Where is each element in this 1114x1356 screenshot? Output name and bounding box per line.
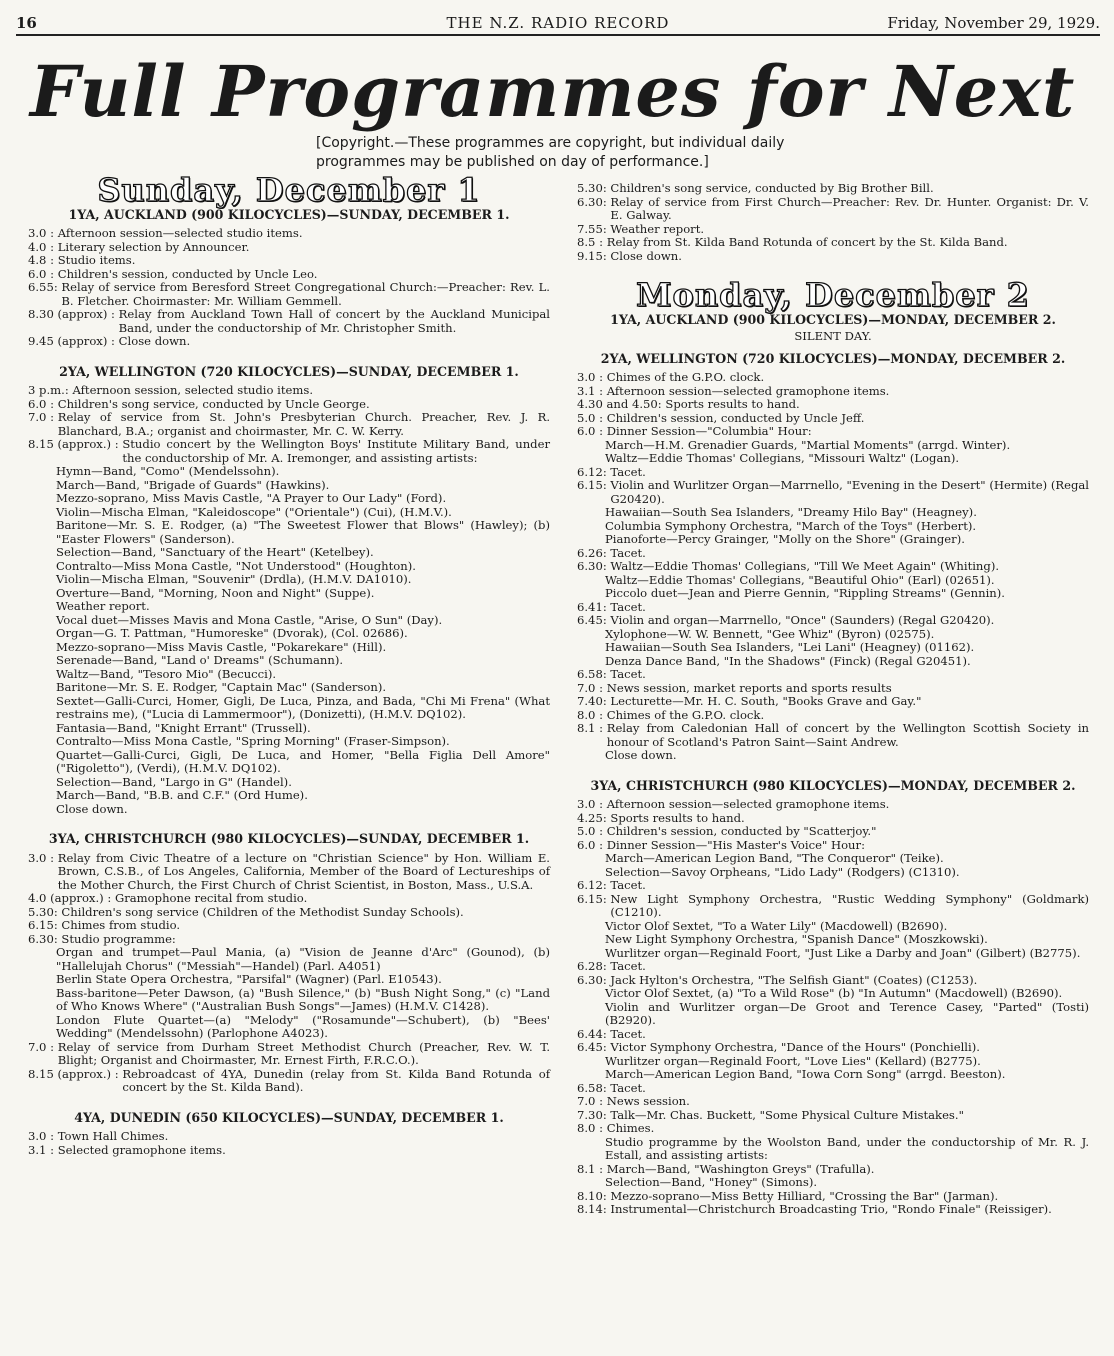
entry-text: Studio concert by the Wellington Boys' Institute Military Band, under the conductorship of Mr. A. Iremonger, and assisting artists: bbox=[122, 437, 550, 465]
programme-entry bbox=[577, 520, 1089, 534]
entry-time: 4.25: bbox=[577, 810, 611, 825]
programme-entry bbox=[28, 722, 550, 736]
entry-text: Violin—Mischa Elman, "Souvenir" (Drdla), (H.M.V. DA1010). bbox=[56, 572, 412, 586]
programme-entry bbox=[577, 506, 1089, 520]
programme-entry bbox=[577, 987, 1089, 1001]
entry-text: London Flute Quartet—(a) "Melody" ("Rosamunde"—Schubert), (b) "Bees' Wedding" (Mendelssohn) (Parlophone A4023). bbox=[56, 1012, 550, 1040]
station-programme bbox=[28, 852, 550, 1095]
entry-text: Xylophone—W. W. Bennett, "Gee Whiz" (Byron) (02575). bbox=[605, 626, 935, 641]
entry-text: New Light Symphony Orchestra, "Spanish Dance" (Moszkowski). bbox=[605, 932, 988, 946]
programme-entry bbox=[577, 601, 1089, 615]
entry-text: Waltz—Eddie Thomas' Collegians, "Till We Meet Again" (Whiting). bbox=[610, 559, 1000, 573]
programme-entry bbox=[28, 384, 550, 398]
entry-time: 8.0 : bbox=[577, 707, 607, 722]
entry-text: Mezzo-soprano, Miss Mavis Castle, "A Prayer to Our Lady" (Ford). bbox=[56, 491, 447, 505]
entry-text: Selection—Band, "Largo in G" (Handel). bbox=[56, 774, 292, 789]
entry-text: Denza Dance Band, "In the Shadows" (Finck) (Regal G20451). bbox=[605, 653, 971, 668]
entry-text: Town Hall Chimes. bbox=[57, 1129, 169, 1143]
entry-text: March—Band, "B.B. and C.F." (Ord Hume). bbox=[56, 788, 308, 802]
station-programme bbox=[28, 227, 550, 349]
entry-text: March—American Legion Band, "Iowa Corn Song" (arrgd. Beeston). bbox=[605, 1067, 1006, 1081]
programme-entry bbox=[28, 254, 550, 268]
entry-text: Violin and Wurlitzer organ—De Groot and Terence Casey, "Parted" (Tosti) (B2920). bbox=[605, 999, 1089, 1027]
entry-time: 6.15: bbox=[577, 478, 611, 492]
entry-text: Relay of service from First Church—Preacher: Rev. Dr. Hunter. Organist: Dr. V. E. Galway. bbox=[610, 194, 1089, 222]
programme-entry bbox=[28, 546, 550, 560]
programme-entry bbox=[28, 1041, 550, 1068]
entry-text: Serenade—Band, "Land o' Dreams" (Schumann). bbox=[56, 653, 344, 667]
programme-entry bbox=[577, 1001, 1089, 1028]
entry-text: Wurlitzer organ—Reginald Foort, "Love Lies" (Kellard) (B2775). bbox=[605, 1053, 981, 1068]
entry-text: Hawaiian—South Sea Islanders, "Dreamy Hilo Bay" (Heagney). bbox=[605, 505, 977, 519]
programme-entry bbox=[28, 268, 550, 282]
entry-text: Chimes from studio. bbox=[61, 918, 181, 932]
station-heading: 3YA, CHRISTCHURCH (980 KILOCYCLES)—SUNDAY, DECEMBER 1. bbox=[48, 831, 530, 846]
programme-entry bbox=[28, 987, 550, 1014]
programme-entry bbox=[28, 600, 550, 614]
entry-text: Relay of service from Beresford Street Congregational Church:—Preacher: Rev. L. B. Fletcher. Choirmaster: Mr. William Gemmell. bbox=[61, 280, 550, 308]
programme-entry bbox=[28, 1130, 550, 1144]
programme-entry bbox=[577, 893, 1089, 920]
entry-text: Rebroadcast of 4YA, Dunedin (relay from St. Kilda Band Rotunda of concert by the St. Kilda Band). bbox=[122, 1066, 550, 1094]
left-sections bbox=[28, 208, 550, 1166]
programme-entry bbox=[577, 587, 1089, 601]
entry-time: 5.30: bbox=[577, 181, 611, 195]
entry-time: 8.5 : bbox=[577, 235, 607, 249]
entry-text: Sports results to hand. bbox=[665, 397, 800, 411]
programme-entry bbox=[577, 825, 1089, 839]
entry-text: Fantasia—Band, "Knight Errant" (Trussell). bbox=[56, 720, 311, 735]
entry-text: Dinner Session—"His Master's Voice" Hour: bbox=[606, 837, 865, 852]
programme-entry bbox=[577, 960, 1089, 974]
entry-text: Quartet—Galli-Curci, Gigli, De Luca, and Homer, "Bella Figlia Dell Amore" ("Rigoletto"), (Verdi), (H.M.V. DQ102). bbox=[56, 747, 550, 775]
entry-text: Selection—Band, "Sanctuary of the Heart" (Ketelbey). bbox=[56, 545, 374, 559]
entry-text: Weather report. bbox=[610, 221, 705, 236]
entry-time: 8.1 : bbox=[577, 1161, 607, 1176]
programme-entry bbox=[28, 281, 550, 308]
programme-entry bbox=[577, 655, 1089, 669]
programme-entry bbox=[28, 654, 550, 668]
programme-entry bbox=[577, 920, 1089, 934]
entry-text: Tacet. bbox=[610, 878, 646, 892]
programme-entry bbox=[577, 1109, 1089, 1123]
entry-text: Waltz—Eddie Thomas' Collegians, "Missouri Waltz" (Logan). bbox=[605, 451, 960, 465]
entry-time: 7.0 : bbox=[577, 1094, 607, 1108]
entry-text: Children's session, conducted by "Scatterjoy." bbox=[606, 824, 877, 838]
entry-time: 7.0 : bbox=[577, 680, 607, 695]
continued-programme bbox=[577, 182, 1089, 263]
entry-time: 3.0 : bbox=[577, 797, 607, 811]
entry-text: Close down. bbox=[118, 334, 191, 348]
programme-entry bbox=[28, 749, 550, 776]
entry-text: Jack Hylton's Orchestra, "The Selfish Giant" (Coates) (C1253). bbox=[610, 972, 978, 987]
entry-time: 6.0 : bbox=[577, 424, 607, 438]
entry-time: 3.1 : bbox=[28, 1142, 58, 1157]
entry-time: 7.30: bbox=[577, 1107, 611, 1122]
programme-entry bbox=[28, 933, 550, 947]
entry-text: News session. bbox=[606, 1094, 690, 1108]
entry-time: 4.30 and 4.50: bbox=[577, 397, 666, 411]
entry-text: Afternoon session—selected gramophone items. bbox=[606, 797, 890, 811]
entry-time: 6.58: bbox=[577, 667, 611, 681]
programme-entry bbox=[28, 398, 550, 412]
entry-time: 5.30: bbox=[28, 904, 62, 919]
entry-text: Lecturette—Mr. H. C. South, "Books Grave and Gay." bbox=[610, 694, 922, 708]
entry-text: Children's song service (Children of the Methodist Sunday Schools). bbox=[61, 904, 464, 919]
programme-entry bbox=[577, 1055, 1089, 1069]
entry-text: Sextet—Galli-Curci, Homer, Gigli, De Luca, Pinza, and Bada, "Chi Mi Frena" (What restrains me), ("Lucia di Lammermoor"), (Donizetti), (H.M.V. DQ102). bbox=[56, 693, 550, 721]
entry-text: Hymn—Band, "Como" (Mendelssohn). bbox=[56, 464, 280, 478]
programme-entry bbox=[577, 879, 1089, 893]
entry-time: 9.45 (approx) : bbox=[28, 334, 119, 348]
entry-text: Tacet. bbox=[610, 1026, 646, 1041]
day-heading-monday: Monday, December 2 bbox=[636, 276, 1030, 314]
entry-text: March—Band, "Brigade of Guards" (Hawkins). bbox=[56, 477, 330, 492]
entry-text: Selected gramophone items. bbox=[57, 1142, 226, 1157]
entry-time: 8.15 (approx.) : bbox=[28, 1066, 123, 1081]
entry-text: Relay from Caledonian Hall of concert by the Wellington Scottish Society in honour of Scotland's Patron Saint—Saint Andrew. bbox=[606, 721, 1089, 749]
programme-entry bbox=[577, 641, 1089, 655]
entry-text: Baritone—Mr. S. E. Rodger, (a) "The Sweetest Flower that Blows" (Hawley); (b) "Easter Flowers" (Sanderson). bbox=[56, 518, 550, 546]
programme-entry bbox=[577, 933, 1089, 947]
programme-entry bbox=[577, 196, 1089, 223]
page-header bbox=[16, 10, 1100, 36]
entry-time: 6.12: bbox=[577, 464, 611, 479]
entry-time: 6.0 : bbox=[28, 266, 58, 281]
entry-text: Children's song service, conducted by Big Brother Bill. bbox=[610, 181, 934, 195]
programme-entry bbox=[28, 735, 550, 749]
programme-entry bbox=[577, 1028, 1089, 1042]
entry-text: Relay from Civic Theatre of a lecture on "Christian Science" by Hon. William E. Brown, C.S.B., of Los Angeles, California, Member of the Board of Lectureships of the Mother Church, the First Church of Christ Scientist, in Boston, Mass., U.S.A. bbox=[57, 850, 550, 892]
entry-time: 7.55: bbox=[577, 221, 611, 236]
entry-text: Mezzo-soprano—Miss Mavis Castle, "Pokarekare" (Hill). bbox=[56, 639, 387, 654]
entry-text: Chimes of the G.P.O. clock. bbox=[606, 707, 765, 722]
programme-entry bbox=[28, 789, 550, 803]
programme-entry bbox=[28, 668, 550, 682]
entry-text: Chimes of the G.P.O. clock. bbox=[606, 370, 765, 384]
programme-entry bbox=[577, 1136, 1089, 1163]
programme-entry bbox=[577, 385, 1089, 399]
entry-text: Violin and Wurlitzer Organ—Marrnello, "Evening in the Desert" (Hermite) (Regal G20420). bbox=[610, 478, 1089, 506]
station-heading: 1YA, AUCKLAND (900 KILOCYCLES)—SUNDAY, DECEMBER 1. bbox=[68, 206, 510, 222]
programme-entry bbox=[577, 668, 1089, 682]
entry-time: 6.30: bbox=[28, 931, 62, 946]
entry-text: Talk—Mr. Chas. Buckett, "Some Physical Culture Mistakes." bbox=[610, 1107, 964, 1122]
entry-text: Baritone—Mr. S. E. Rodger, "Captain Mac" (Sanderson). bbox=[56, 680, 387, 694]
entry-text: Afternoon session—selected studio items. bbox=[57, 226, 303, 240]
programme-entry bbox=[28, 519, 550, 546]
entry-time: 6.12: bbox=[577, 878, 611, 892]
entry-time: 6.55: bbox=[28, 280, 62, 294]
entry-time: 3.0 : bbox=[577, 370, 607, 384]
programme-entry bbox=[28, 803, 550, 817]
programme-entry bbox=[577, 852, 1089, 866]
entry-text: Piccolo duet—Jean and Pierre Gennin, "Rippling Streams" (Gennin). bbox=[605, 586, 1005, 600]
entry-text: Organ and trumpet—Paul Mania, (a) "Vision de Jeanne d'Arc" (Gounod), (b) "Hallelujah Chorus" ("Messiah"—Handel) (Parl. A4051) bbox=[56, 945, 550, 973]
programme-entry bbox=[28, 479, 550, 493]
entry-text: Organ—G. T. Pattman, "Humoreske" (Dvorak), (Col. 02686). bbox=[56, 626, 408, 640]
programme-entry bbox=[577, 250, 1089, 264]
programme-entry bbox=[577, 695, 1089, 709]
programme-entry bbox=[28, 852, 550, 893]
programme-entry bbox=[577, 628, 1089, 642]
entry-text: Victor Olof Sextet, (a) "To a Wild Rose" (b) "In Autumn" (Macdowell) (B2690). bbox=[605, 986, 1063, 1000]
entry-text: Children's session, conducted by Uncle Jeff. bbox=[606, 410, 865, 425]
programme-entry bbox=[577, 1068, 1089, 1082]
entry-text: Tacet. bbox=[610, 599, 646, 614]
programme-entry bbox=[577, 574, 1089, 588]
entry-time: 6.0 : bbox=[577, 837, 607, 852]
entry-text: March—H.M. Grenadier Guards, "Martial Moments" (arrgd. Winter). bbox=[605, 437, 1011, 452]
entry-text: Waltz—Eddie Thomas' Collegians, "Beautiful Ohio" (Earl) (02651). bbox=[605, 572, 995, 587]
entry-text: Vocal duet—Misses Mavis and Mona Castle, "Arise, O Sun" (Day). bbox=[56, 612, 443, 627]
entry-text: Chimes. bbox=[606, 1121, 655, 1135]
entry-time: 5.0 : bbox=[577, 824, 607, 838]
entry-text: Close down. bbox=[610, 248, 682, 263]
entry-text: Columbia Symphony Orchestra, "March of the Toys" (Herbert). bbox=[605, 518, 977, 533]
programme-entry bbox=[577, 709, 1089, 723]
right-sections bbox=[577, 352, 1089, 1225]
right-column bbox=[577, 182, 1089, 1225]
programme-entry bbox=[28, 506, 550, 520]
programme-entry bbox=[577, 439, 1089, 453]
programme-entry bbox=[577, 1176, 1089, 1190]
entry-text: Bass-baritone—Peter Dawson, (a) "Bush Silence," (b) "Bush Night Song," (c) "Land of Who Knows Where" ("Australian Bush Songs"—James) (H.M.V. C1428). bbox=[56, 985, 550, 1013]
entry-time: 3.0 : bbox=[28, 226, 58, 240]
entry-time: 3.0 : bbox=[28, 850, 58, 865]
programme-entry bbox=[577, 466, 1089, 480]
entry-time: 4.0 (approx.) : bbox=[28, 891, 115, 905]
entry-time: 6.41: bbox=[577, 599, 611, 614]
entry-text: Gramophone recital from studio. bbox=[114, 891, 308, 905]
station-programme bbox=[577, 371, 1089, 763]
programme-entry bbox=[28, 573, 550, 587]
entry-text: Tacet. bbox=[610, 959, 646, 973]
programme-entry bbox=[28, 919, 550, 933]
programme-entry bbox=[577, 1082, 1089, 1096]
day-heading-sunday: Sunday, December 1 bbox=[97, 171, 481, 209]
silent-day-label: SILENT DAY. bbox=[794, 329, 872, 343]
programme-entry bbox=[28, 587, 550, 601]
issue-date: Friday, November 29, 1929. bbox=[887, 14, 1100, 32]
entry-text: Literary selection by Announcer. bbox=[57, 239, 250, 254]
programme-entry bbox=[28, 560, 550, 574]
newspaper-title: THE N.Z. RADIO RECORD bbox=[446, 14, 670, 32]
programme-entry bbox=[577, 1203, 1089, 1217]
programme-entry bbox=[28, 892, 550, 906]
entry-text: Wurlitzer organ—Reginald Foort, "Just Like a Darby and Joan" (Gilbert) (B2775). bbox=[605, 945, 1081, 960]
programme-entry bbox=[28, 973, 550, 987]
entry-text: Instrumental—Christchurch Broadcasting Trio, "Rondo Finale" (Reissiger). bbox=[610, 1202, 1052, 1216]
programme-entry bbox=[577, 182, 1089, 196]
entry-text: Tacet. bbox=[610, 1080, 646, 1095]
entry-time: 6.15: bbox=[28, 918, 62, 932]
programme-entry bbox=[577, 614, 1089, 628]
programme-entry bbox=[28, 411, 550, 438]
programme-entry bbox=[577, 1190, 1089, 1204]
programme-entry bbox=[577, 479, 1089, 506]
entry-time: 6.28: bbox=[577, 959, 611, 973]
entry-time: 6.45: bbox=[577, 1040, 611, 1054]
programme-entry bbox=[577, 749, 1089, 763]
programme-entry bbox=[28, 1014, 550, 1041]
entry-time: 9.15: bbox=[577, 248, 611, 263]
programme-entry bbox=[577, 371, 1089, 385]
page-number: 16 bbox=[16, 14, 37, 32]
entry-time: 7.0 : bbox=[28, 1039, 58, 1054]
entry-time: 3.0 : bbox=[28, 1129, 58, 1143]
entry-text: Relay of service from Durham Street Methodist Church (Preacher, Rev. W. T. Blight; Organist and Choirmaster, Mr. Ernest Firth, F.R.C.O.). bbox=[57, 1039, 550, 1067]
entry-time: 4.8 : bbox=[28, 253, 58, 267]
entry-text: Pianoforte—Percy Grainger, "Molly on the Shore" (Grainger). bbox=[605, 532, 965, 546]
programme-entry bbox=[577, 533, 1089, 547]
programme-entry bbox=[28, 776, 550, 790]
entry-text: Relay from St. Kilda Band Rotunda of concert by the St. Kilda Band. bbox=[606, 235, 1008, 249]
programme-entry bbox=[577, 452, 1089, 466]
entry-time: 3.1 : bbox=[577, 383, 607, 398]
station-heading: 2YA, WELLINGTON (720 KILOCYCLES)—SUNDAY, DECEMBER 1. bbox=[59, 363, 519, 379]
entry-time: 8.30 (approx) : bbox=[28, 307, 119, 321]
entry-text: Selection—Savoy Orpheans, "Lido Lady" (Rodgers) (C1310). bbox=[605, 864, 960, 879]
entry-text: Studio items. bbox=[57, 253, 136, 267]
programme-entry bbox=[577, 839, 1089, 853]
programme-entry bbox=[577, 1041, 1089, 1055]
entry-text: Mezzo-soprano—Miss Betty Hilliard, "Crossing the Bar" (Jarman). bbox=[610, 1188, 999, 1203]
entry-text: Contralto—Miss Mona Castle, "Not Understood" (Houghton). bbox=[56, 558, 416, 573]
programme-entry bbox=[28, 1068, 550, 1095]
entry-time: 7.0 : bbox=[28, 410, 58, 424]
programme-entry bbox=[28, 614, 550, 628]
programme-entry bbox=[577, 425, 1089, 439]
programme-entry bbox=[28, 681, 550, 695]
entry-time: 6.30: bbox=[577, 972, 611, 987]
programme-entry bbox=[28, 241, 550, 255]
entry-text: Afternoon session, selected studio items. bbox=[72, 383, 314, 397]
station-heading: 2YA, WELLINGTON (720 KILOCYCLES)—MONDAY, DECEMBER 2. bbox=[600, 350, 1066, 366]
banner-title: Full Programmes for Next bbox=[30, 50, 1076, 133]
programme-entry bbox=[28, 465, 550, 479]
entry-text: Relay of service from St. John's Presbyterian Church. Preacher, Rev. J. R. Blanchard, B.A.; organist and choirmaster, Mr. C. W. Kerry. bbox=[57, 410, 550, 438]
programme-entry bbox=[28, 1144, 550, 1158]
entry-text: Close down. bbox=[56, 801, 128, 816]
station-heading: 4YA, DUNEDIN (650 KILOCYCLES)—SUNDAY, DECEMBER 1. bbox=[74, 1109, 504, 1125]
entry-time: 4.0 : bbox=[28, 239, 58, 254]
programme-entry bbox=[28, 227, 550, 241]
entry-time: 3 p.m.: bbox=[28, 383, 73, 397]
entry-text: Children's session, conducted by Uncle Leo. bbox=[57, 266, 318, 281]
entry-text: March—American Legion Band, "The Conqueror" (Teike). bbox=[605, 851, 944, 865]
programme-entry bbox=[577, 866, 1089, 880]
entry-text: Selection—Band, "Honey" (Simons). bbox=[605, 1175, 818, 1189]
programme-entry bbox=[577, 1163, 1089, 1177]
entry-text: News session, market reports and sports results bbox=[606, 680, 892, 695]
entry-text: Victor Symphony Orchestra, "Dance of the Hours" (Ponchielli). bbox=[610, 1040, 980, 1054]
programme-entry bbox=[577, 682, 1089, 696]
programme-entry bbox=[577, 412, 1089, 426]
station-heading: 3YA, CHRISTCHURCH (980 KILOCYCLES)—MONDAY, DECEMBER 2. bbox=[590, 777, 1076, 793]
programme-entry bbox=[577, 812, 1089, 826]
entry-time: 6.58: bbox=[577, 1080, 611, 1095]
entry-text: Children's song service, conducted by Uncle George. bbox=[57, 396, 370, 411]
entry-time: 8.0 : bbox=[577, 1121, 607, 1135]
entry-time: 6.30: bbox=[577, 194, 611, 209]
entry-text: Close down. bbox=[605, 748, 677, 762]
entry-time: 6.30: bbox=[577, 559, 611, 573]
programme-entry bbox=[28, 946, 550, 973]
programme-entry bbox=[28, 438, 550, 465]
entry-time: 8.10: bbox=[577, 1188, 611, 1203]
programme-entry bbox=[28, 335, 550, 349]
programme-entry bbox=[577, 974, 1089, 988]
programme-entry bbox=[28, 627, 550, 641]
programme-entry bbox=[577, 722, 1089, 749]
station-heading: 1YA, AUCKLAND (900 KILOCYCLES)—MONDAY, DECEMBER 2. bbox=[610, 311, 1056, 327]
entry-time: 6.15: bbox=[577, 891, 611, 906]
entry-text: Berlin State Opera Orchestra, "Parsifal" (Wagner) (Parl. E10543). bbox=[56, 972, 442, 986]
left-column bbox=[28, 171, 550, 1165]
programme-entry bbox=[28, 308, 550, 335]
entry-time: 5.0 : bbox=[577, 410, 607, 425]
entry-text: Afternoon session—selected gramophone items. bbox=[606, 383, 890, 398]
entry-text: Tacet. bbox=[610, 667, 646, 681]
entry-time: 6.44: bbox=[577, 1026, 611, 1041]
entry-text: Hawaiian—South Sea Islanders, "Lei Lani" (Heagney) (01162). bbox=[605, 640, 975, 654]
programme-entry bbox=[577, 1122, 1089, 1136]
entry-text: Studio programme by the Woolston Band, under the conductorship of Mr. R. J. Estall, and assisting artists: bbox=[605, 1134, 1089, 1162]
programme-entry bbox=[577, 798, 1089, 812]
entry-text: Contralto—Miss Mona Castle, "Spring Morning" (Fraser-Simpson). bbox=[56, 734, 450, 748]
station-programme bbox=[28, 384, 550, 816]
programme-entry bbox=[577, 547, 1089, 561]
copyright-notice: [Copyright.—These programmes are copyright, but individual daily programmes may be published on day of performance.] bbox=[316, 135, 785, 170]
station-programme bbox=[577, 798, 1089, 1217]
entry-text: Sports results to hand. bbox=[610, 810, 745, 825]
programme-entry bbox=[577, 398, 1089, 412]
programme-entry bbox=[577, 223, 1089, 237]
programme-entry bbox=[28, 906, 550, 920]
entry-text: Tacet. bbox=[610, 464, 646, 479]
entry-text: Waltz—Band, "Tesoro Mio" (Becucci). bbox=[56, 666, 277, 681]
entry-time: 6.0 : bbox=[28, 396, 58, 411]
programme-entry bbox=[28, 492, 550, 506]
programme-entry bbox=[577, 560, 1089, 574]
entry-text: Violin—Mischa Elman, "Kaleidoscope" ("Orientale") (Cui), (H.M.V.). bbox=[56, 504, 452, 519]
entry-text: Tacet. bbox=[610, 545, 646, 560]
programme-entry bbox=[28, 695, 550, 722]
entry-time: 8.15 (approx.) : bbox=[28, 437, 123, 451]
entry-text: Weather report. bbox=[56, 599, 150, 613]
entry-text: Studio programme: bbox=[61, 931, 176, 946]
entry-text: Relay from Auckland Town Hall of concert by the Auckland Municipal Band, under the conductorship of Mr. Christopher Smith. bbox=[118, 307, 550, 335]
entry-text: Violin and organ—Marrnello, "Once" (Saunders) (Regal G20420). bbox=[610, 613, 995, 627]
entry-time: 8.14: bbox=[577, 1202, 611, 1216]
entry-time: 6.26: bbox=[577, 545, 611, 560]
entry-text: Overture—Band, "Morning, Noon and Night" (Suppe). bbox=[56, 585, 375, 600]
entry-text: New Light Symphony Orchestra, "Rustic Wedding Symphony" (Goldmark) (C1210). bbox=[610, 891, 1089, 919]
entry-text: Dinner Session—"Columbia" Hour: bbox=[606, 424, 812, 438]
entry-time: 7.40: bbox=[577, 694, 611, 708]
station-programme bbox=[28, 1130, 550, 1157]
entry-text: March—Band, "Washington Greys" (Trafulla). bbox=[606, 1161, 875, 1176]
programme-entry bbox=[577, 947, 1089, 961]
entry-time: 6.45: bbox=[577, 613, 611, 627]
programme-entry bbox=[28, 641, 550, 655]
programme-entry bbox=[577, 236, 1089, 250]
programme-entry bbox=[577, 1095, 1089, 1109]
entry-time: 8.1 : bbox=[577, 721, 607, 735]
entry-text: Victor Olof Sextet, "To a Water Lily" (Macdowell) (B2690). bbox=[605, 918, 948, 933]
